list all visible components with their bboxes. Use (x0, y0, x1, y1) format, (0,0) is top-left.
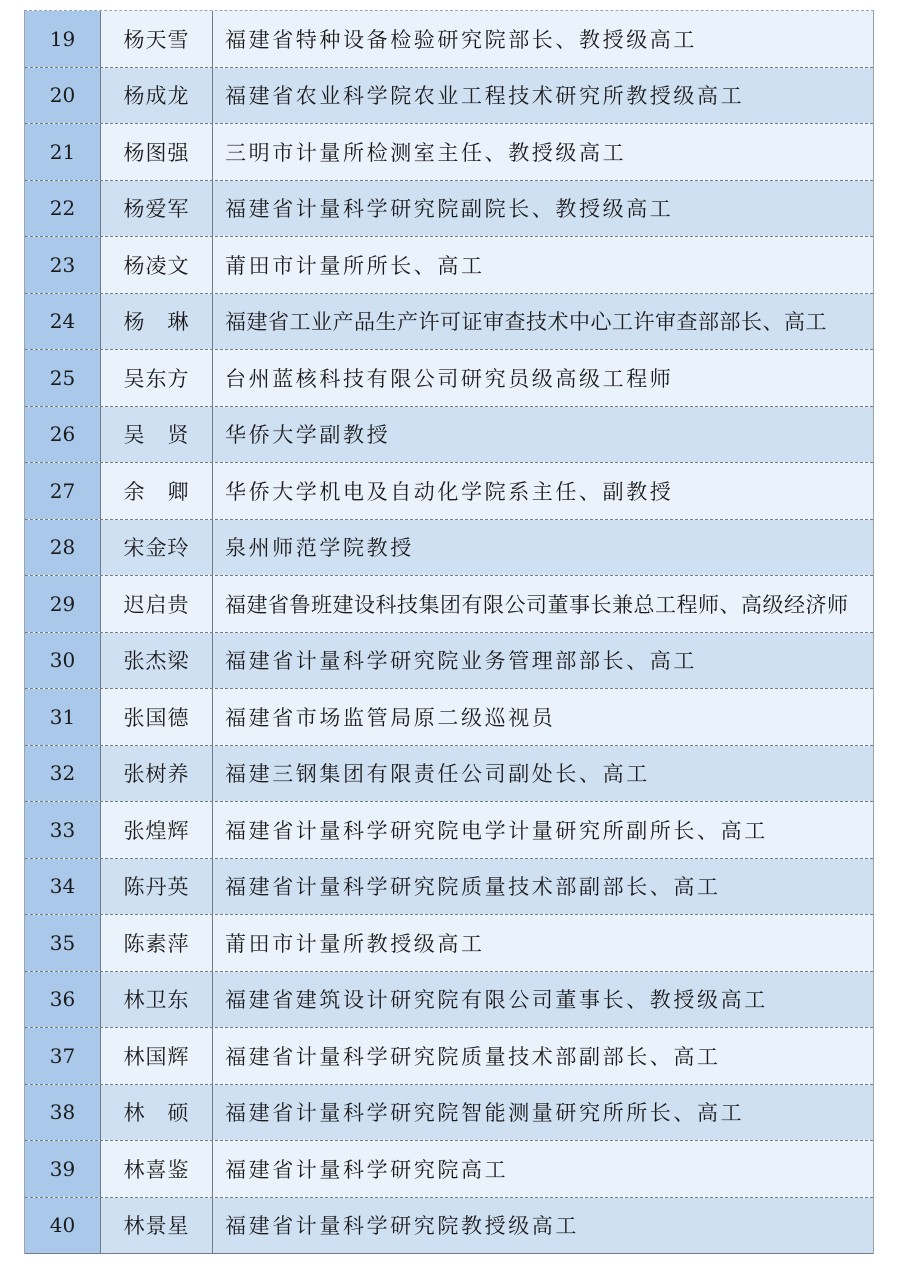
person-title: 福建省农业科学院农业工程技术研究所教授级高工 (213, 68, 873, 124)
person-name: 吴东方 (101, 350, 213, 406)
person-name: 张树养 (101, 746, 213, 802)
person-name: 杨成龙 (101, 68, 213, 124)
person-name: 杨 琳 (101, 294, 213, 350)
person-name: 林国辉 (101, 1028, 213, 1084)
row-number: 19 (25, 11, 101, 67)
person-title: 福建省计量科学研究院电学计量研究所副所长、高工 (213, 802, 873, 858)
person-name: 杨图强 (101, 124, 213, 180)
row-number: 22 (25, 181, 101, 237)
person-title: 福建省计量科学研究院质量技术部副部长、高工 (213, 1028, 873, 1084)
table-row (25, 576, 873, 633)
table-row (25, 859, 873, 916)
table-row (25, 1028, 873, 1085)
person-name: 迟启贵 (101, 576, 213, 632)
table-row (25, 1198, 873, 1255)
table-row (25, 350, 873, 407)
person-name: 吴 贤 (101, 407, 213, 463)
table-row (25, 689, 873, 746)
table-row (25, 1085, 873, 1142)
person-title: 福建省市场监管局原二级巡视员 (213, 689, 873, 745)
row-number: 23 (25, 237, 101, 293)
table-row (25, 1141, 873, 1198)
table-row (25, 746, 873, 803)
person-title: 福建三钢集团有限责任公司副处长、高工 (213, 746, 873, 802)
person-name: 林卫东 (101, 972, 213, 1028)
row-number: 20 (25, 68, 101, 124)
person-name: 林喜鉴 (101, 1141, 213, 1197)
person-title: 莆田市计量所教授级高工 (213, 915, 873, 971)
person-name: 林景星 (101, 1198, 213, 1254)
person-title: 福建省计量科学研究院业务管理部部长、高工 (213, 633, 873, 689)
row-number: 37 (25, 1028, 101, 1084)
table-row (25, 124, 873, 181)
row-number: 40 (25, 1198, 101, 1254)
row-number: 24 (25, 294, 101, 350)
expert-list-table (24, 10, 874, 1254)
row-number: 25 (25, 350, 101, 406)
person-title: 福建省工业产品生产许可证审查技术中心工许审查部部长、高工 (213, 294, 873, 350)
person-name: 林 硕 (101, 1085, 213, 1141)
table-row (25, 407, 873, 464)
row-number: 35 (25, 915, 101, 971)
person-title: 三明市计量所检测室主任、教授级高工 (213, 124, 873, 180)
person-name: 张煌辉 (101, 802, 213, 858)
person-name: 陈素萍 (101, 915, 213, 971)
table-row (25, 802, 873, 859)
person-title: 福建省建筑设计研究院有限公司董事长、教授级高工 (213, 972, 873, 1028)
person-title: 福建省计量科学研究院副院长、教授级高工 (213, 181, 873, 237)
table-row (25, 294, 873, 351)
row-number: 33 (25, 802, 101, 858)
table-row (25, 11, 873, 68)
person-title: 福建省计量科学研究院高工 (213, 1141, 873, 1197)
person-title: 福建省计量科学研究院教授级高工 (213, 1198, 873, 1254)
person-name: 杨天雪 (101, 11, 213, 67)
row-number: 26 (25, 407, 101, 463)
person-name: 杨凌文 (101, 237, 213, 293)
row-number: 30 (25, 633, 101, 689)
row-number: 34 (25, 859, 101, 915)
person-name: 宋金玲 (101, 520, 213, 576)
person-name: 杨爱军 (101, 181, 213, 237)
table-row (25, 68, 873, 125)
row-number: 32 (25, 746, 101, 802)
row-number: 21 (25, 124, 101, 180)
person-name: 张杰梁 (101, 633, 213, 689)
person-title: 华侨大学机电及自动化学院系主任、副教授 (213, 463, 873, 519)
person-title: 莆田市计量所所长、高工 (213, 237, 873, 293)
table-row (25, 915, 873, 972)
person-title: 华侨大学副教授 (213, 407, 873, 463)
table-row (25, 237, 873, 294)
table-row (25, 463, 873, 520)
person-name: 余 卿 (101, 463, 213, 519)
person-name: 张国德 (101, 689, 213, 745)
table-row (25, 972, 873, 1029)
row-number: 27 (25, 463, 101, 519)
person-title: 泉州师范学院教授 (213, 520, 873, 576)
person-name: 陈丹英 (101, 859, 213, 915)
row-number: 38 (25, 1085, 101, 1141)
person-title: 福建省计量科学研究院质量技术部副部长、高工 (213, 859, 873, 915)
table-row (25, 520, 873, 577)
person-title: 台州蓝核科技有限公司研究员级高级工程师 (213, 350, 873, 406)
row-number: 39 (25, 1141, 101, 1197)
row-number: 29 (25, 576, 101, 632)
table-row (25, 181, 873, 238)
table-row (25, 633, 873, 690)
row-number: 28 (25, 520, 101, 576)
person-title: 福建省计量科学研究院智能测量研究所所长、高工 (213, 1085, 873, 1141)
person-title: 福建省特种设备检验研究院部长、教授级高工 (213, 11, 873, 67)
row-number: 36 (25, 972, 101, 1028)
person-title: 福建省鲁班建设科技集团有限公司董事长兼总工程师、高级经济师 (213, 576, 873, 632)
row-number: 31 (25, 689, 101, 745)
